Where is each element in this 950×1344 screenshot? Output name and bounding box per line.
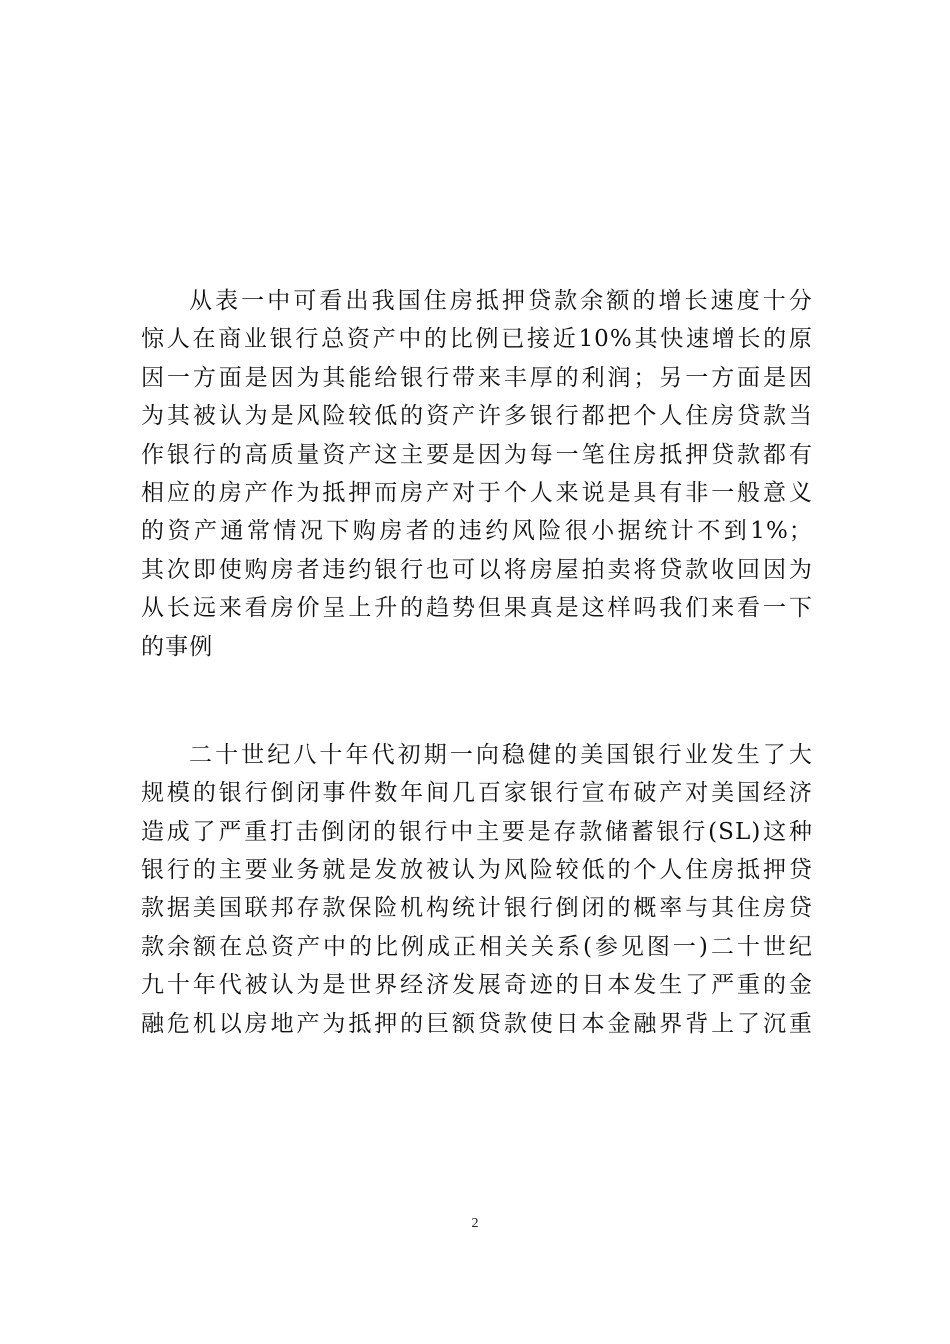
text-line: 融危机以房地产为抵押的巨额贷款使日本金融界背上了沉重: [141, 1010, 813, 1037]
text-line: 从表一中可看出我国住房抵押贷款余额的增长速度十分: [189, 288, 813, 314]
text-line: 作银行的高质量资产这主要是因为每一笔住房抵押贷款都有: [141, 441, 813, 468]
paragraph-gap: [141, 666, 813, 736]
text-line: 款据美国联邦存款保险机构统计银行倒闭的概率与其住房贷: [141, 895, 813, 922]
paragraph-1: [141, 282, 813, 666]
text-line: 银行的主要业务就是发放被认为风险较低的个人住房抵押贷: [141, 857, 813, 884]
text-line: 为其被认为是风险较低的资产许多银行都把个人住房贷款当: [141, 403, 813, 430]
text-line: 因一方面是因为其能给银行带来丰厚的利润；另一方面是因: [141, 364, 813, 391]
text-line: 的资产通常情况下购房者的违约风险很小据统计不到1%；: [141, 518, 813, 545]
text-line: 规模的银行倒闭事件数年间几百家银行宣布破产对美国经济: [141, 780, 813, 807]
text-line: 从长远来看房价呈上升的趋势但果真是这样吗我们来看一下: [141, 595, 813, 622]
text-line: 的事例: [141, 633, 214, 660]
text-line: 其次即使购房者违约银行也可以将房屋拍卖将贷款收回因为: [141, 556, 813, 583]
text-line: 九十年代被认为是世界经济发展奇迹的日本发生了严重的金: [141, 972, 813, 999]
text-line: 相应的房产作为抵押而房产对于个人来说是具有非一般意义: [141, 479, 813, 506]
paragraph-2: [141, 736, 813, 1043]
text-line: 款余额在总资产中的比例成正相关关系(参见图一)二十世纪: [141, 933, 813, 960]
text-line: 惊人在商业银行总资产中的比例已接近10%其快速增长的原: [141, 326, 813, 353]
body-text: [141, 282, 813, 1043]
text-line: 二十世纪八十年代初期一向稳健的美国银行业发生了大: [189, 741, 813, 768]
text-line: 造成了严重打击倒闭的银行中主要是存款储蓄银行(SL)这种: [141, 818, 813, 845]
page-number: 2: [471, 1216, 479, 1231]
